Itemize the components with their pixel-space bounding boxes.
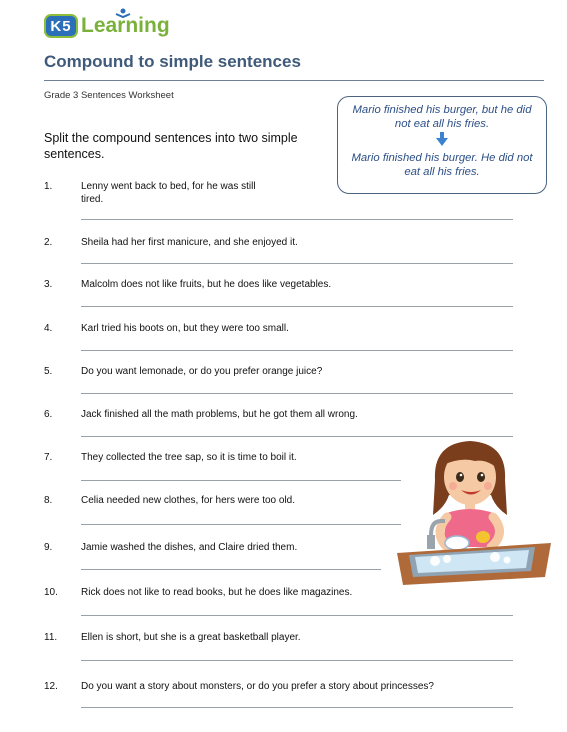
example-compound: Mario finished his burger, but he did not eat all his fries. [352, 104, 532, 130]
question-number: 11. [44, 632, 58, 643]
example-box [337, 96, 547, 194]
question-number: 5. [44, 366, 53, 377]
question-text: Celia needed new clothes, for hers were too old. [81, 495, 296, 506]
title-divider [44, 80, 544, 81]
question-number: 3. [44, 279, 53, 290]
question-number: 1. [44, 181, 53, 192]
answer-line-1[interactable] [81, 219, 513, 220]
question-text: They collected the tree sap, so it is time to boil it. [81, 452, 297, 463]
question-text: Lenny went back to bed, for he was still [81, 181, 256, 192]
question-number: 10. [44, 587, 58, 598]
question-text-continued: tired. [81, 194, 104, 205]
question-text: Sheila had her first manicure, and she enjoyed it. [81, 237, 298, 248]
question-text: Malcolm does not like fruits, but he does like vegetables. [81, 279, 332, 290]
question-text: Jack finished all the math problems, but he got them all wrong. [81, 409, 358, 420]
answer-line-11[interactable] [81, 660, 513, 661]
logo-badge: K5 [44, 14, 78, 38]
question-text: Jamie washed the dishes, and Claire dried them. [81, 542, 298, 553]
answer-line-3[interactable] [81, 306, 513, 307]
question-text: Ellen is short, but she is a great basketball player. [81, 632, 301, 643]
answer-line-8[interactable] [81, 524, 401, 525]
answer-line-10[interactable] [81, 615, 513, 616]
question-text: Do you want a story about monsters, or do you prefer a story about princesses? [81, 681, 434, 692]
logo-word: Learning [81, 14, 170, 37]
question-number: 6. [44, 409, 53, 420]
girl-washing-dishes-icon [395, 435, 553, 585]
example-simple: Mario finished his burger. He did not eat all his fries. [351, 152, 533, 178]
question-text: Rick does not like to read books, but he does like magazines. [81, 587, 353, 598]
page-title: Compound to simple sentences [44, 52, 301, 71]
worksheet-subtitle: Grade 3 Sentences Worksheet [44, 90, 174, 101]
answer-line-7[interactable] [81, 480, 401, 481]
answer-line-5[interactable] [81, 393, 513, 394]
instructions: Split the compound sentences into two simple sentences. [44, 131, 298, 161]
logo-person-icon [114, 8, 132, 22]
question-number: 2. [44, 237, 53, 248]
answer-line-2[interactable] [81, 263, 513, 264]
question-number: 7. [44, 452, 53, 463]
k5-learning-logo [44, 14, 170, 38]
arrow-down-icon [436, 132, 448, 146]
question-number: 8. [44, 495, 53, 506]
question-number: 4. [44, 323, 53, 334]
question-text: Karl tried his boots on, but they were too small. [81, 323, 289, 334]
question-number: 12. [44, 681, 58, 692]
question-text: Do you want lemonade, or do you prefer orange juice? [81, 366, 323, 377]
answer-line-9[interactable] [81, 569, 381, 570]
answer-line-12[interactable] [81, 707, 513, 708]
question-number: 9. [44, 542, 53, 553]
answer-line-4[interactable] [81, 350, 513, 351]
